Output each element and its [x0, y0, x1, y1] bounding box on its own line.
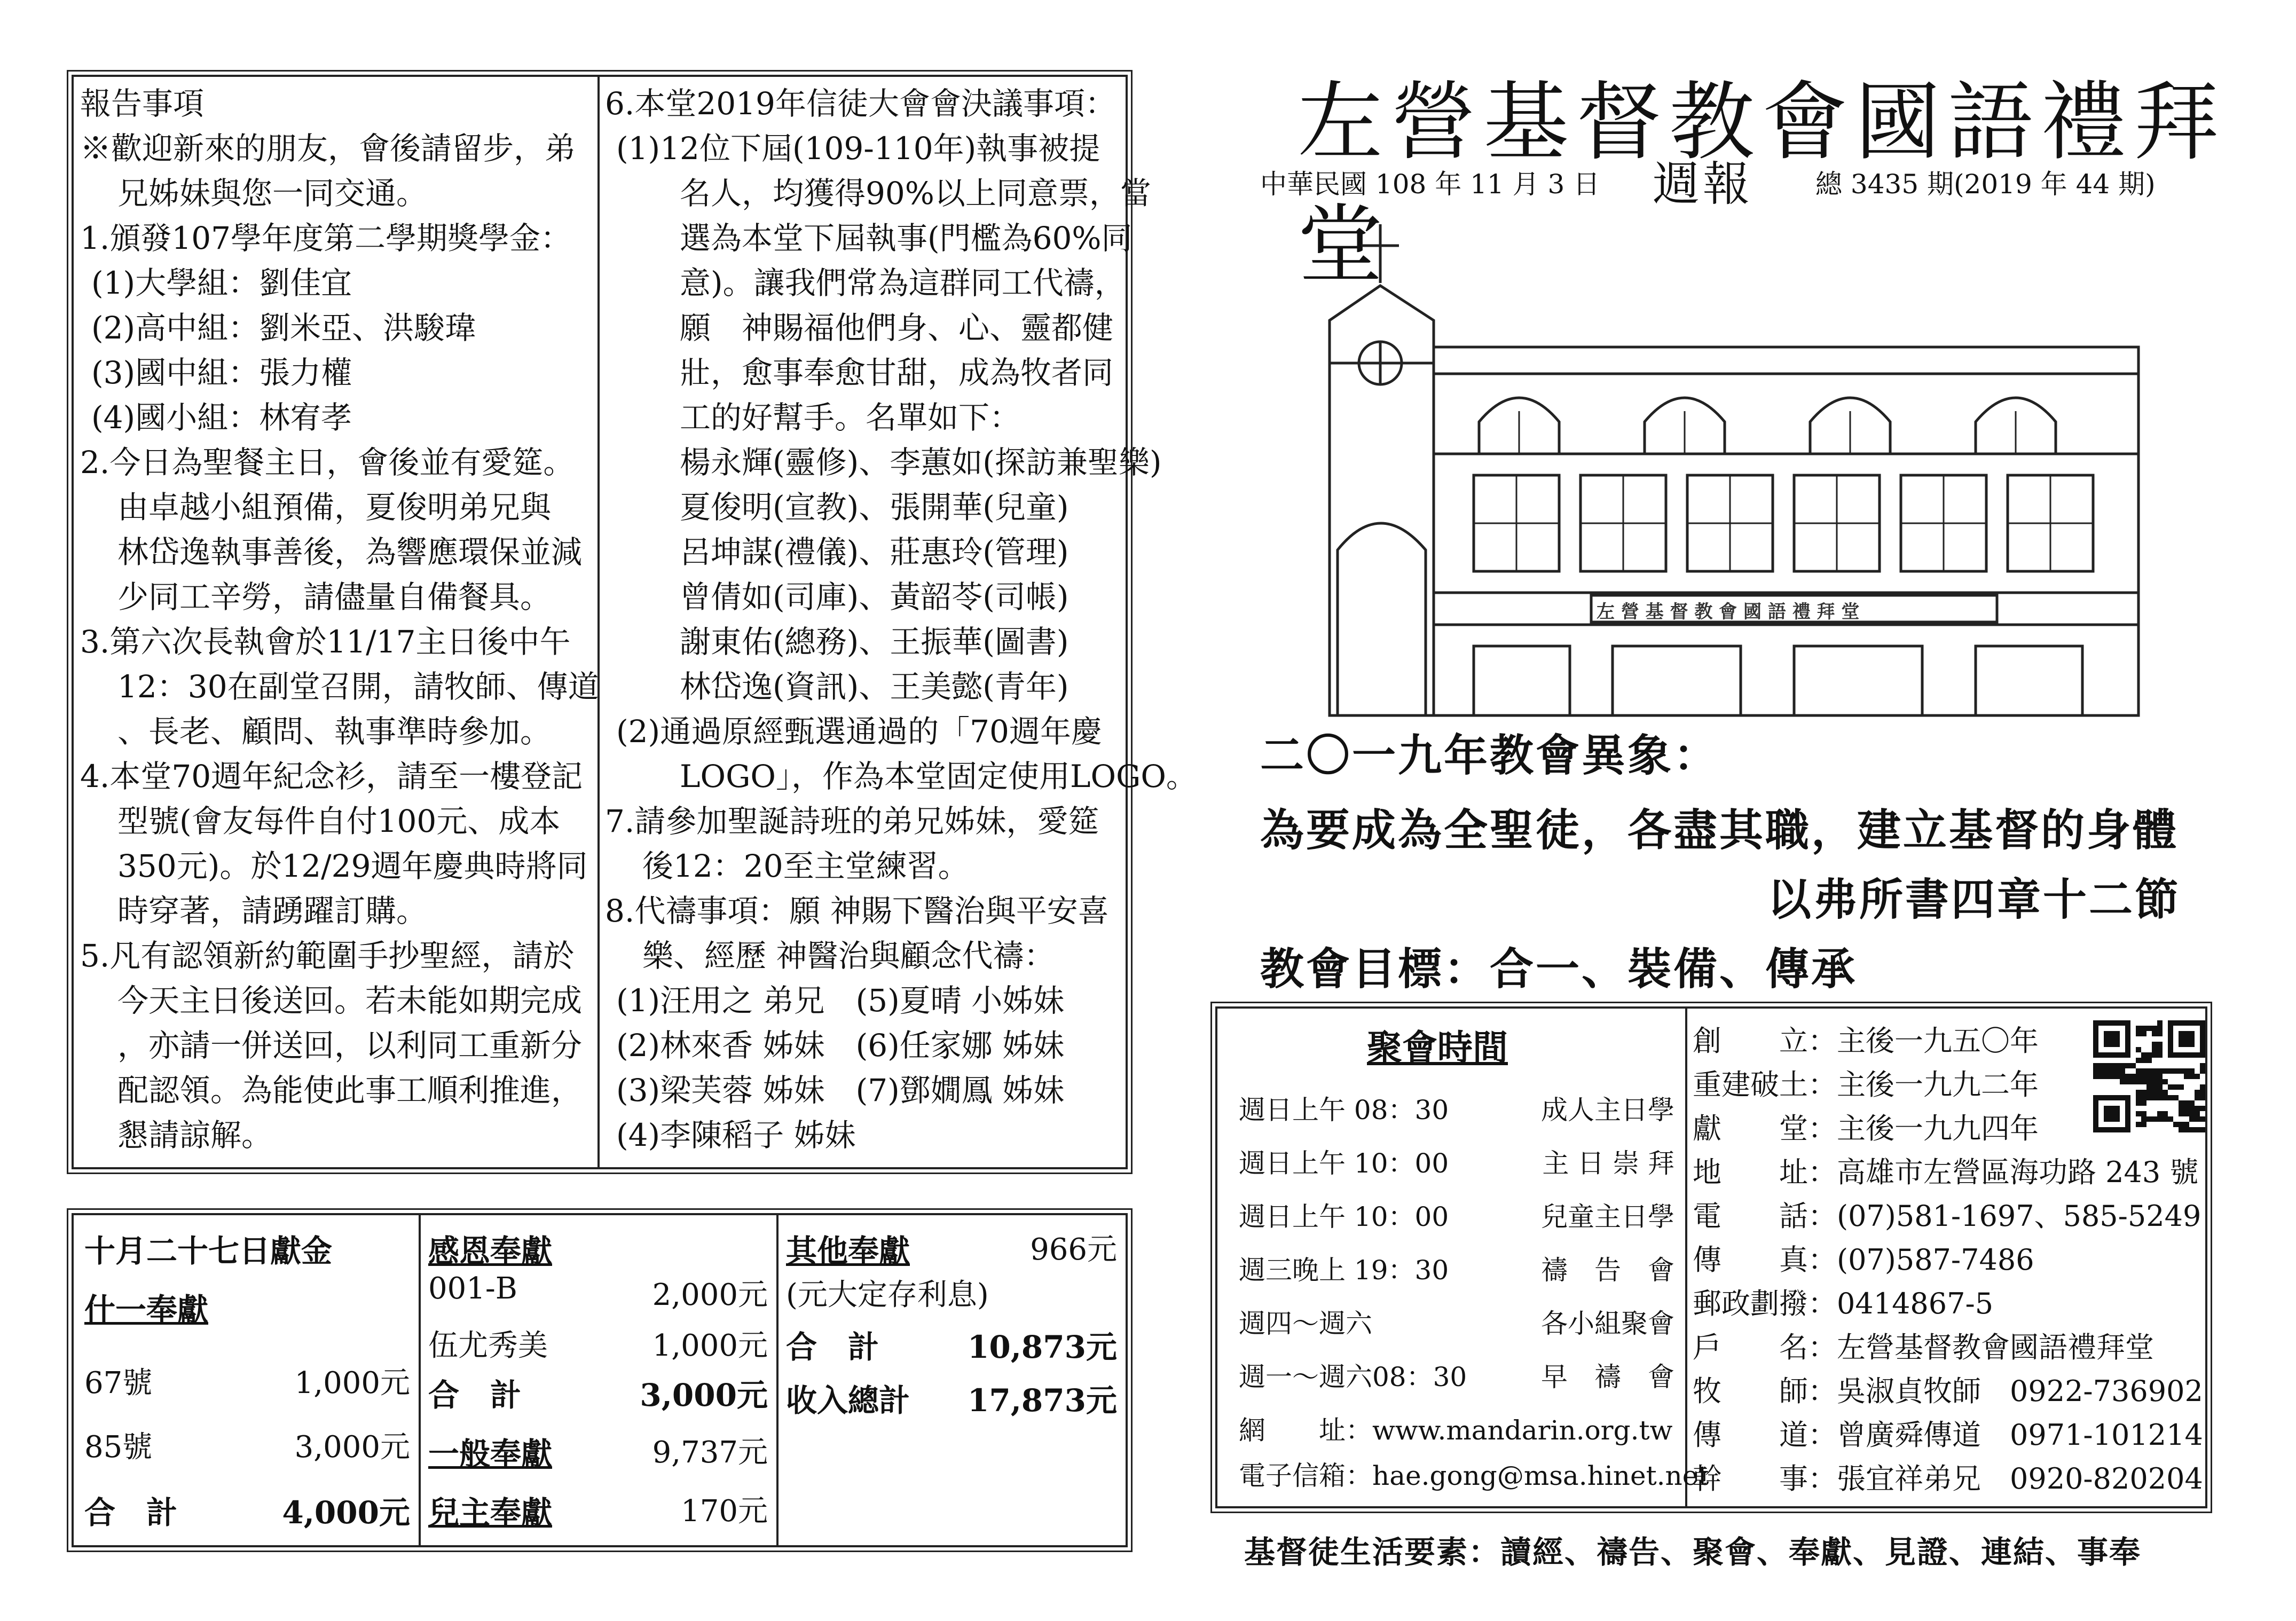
thanks-subtotal-label: 合 計: [428, 1377, 522, 1413]
church-info-line: 郵政劃撥：0414867-5: [1693, 1287, 1994, 1320]
church-info-line: 創 立：主後一九五〇年: [1693, 1024, 2039, 1058]
announcement-line: 5.凡有認領新約範圍手抄聖經，請於: [80, 938, 575, 974]
announcement-line: 後12：20至主堂練習。: [642, 848, 969, 884]
tithe-total-label: 合 計: [84, 1494, 178, 1531]
announcement-line: 林岱逸執事善後，為響應環保並減: [117, 534, 583, 570]
tithe-row-amount: 1,000元: [294, 1366, 410, 1400]
meeting-name: 早 禱 會: [1541, 1362, 1674, 1392]
christian-life-essentials: 基督徒生活要素：讀經、禱告、聚會、奉獻、見證、連結、事奉: [1244, 1534, 2142, 1570]
announcement-line: 林岱逸(資訊)、王美懿(青年): [680, 668, 1069, 705]
church-info-line: 戶 名：左營基督教會國語禮拜堂: [1693, 1331, 2154, 1364]
church-info-line: 牧 師：吳淑貞牧師 0922-736902: [1693, 1374, 2203, 1408]
income-label: 收入總計: [786, 1382, 910, 1419]
tithe-label: 什一奉獻: [84, 1292, 209, 1328]
meeting-time: 週日上午 10：00: [1239, 1148, 1449, 1179]
children-label: 兒主奉獻: [428, 1494, 553, 1531]
qr-code: [2093, 1020, 2205, 1132]
offering-title: 十月二十七日獻金: [84, 1233, 333, 1269]
announcement-line: 夏俊明(宣教)、張開華(兒童): [680, 489, 1069, 525]
tithe-row-amount: 3,000元: [294, 1430, 410, 1465]
announcement-line: 350元)。於12/29週年慶典時將同: [117, 848, 588, 884]
announcement-line: 4.本堂70週年紀念衫，請至一樓登記: [80, 758, 583, 794]
announcement-line: 7.請參加聖誕詩班的弟兄姊妹，愛筵: [605, 803, 1099, 839]
announcement-line: 報告事項: [80, 85, 205, 122]
announcement-line: 由卓越小組預備，夏俊明弟兄與: [117, 489, 552, 525]
other-subtotal: 10,873元: [968, 1329, 1117, 1365]
announcement-line: 今天主日後送回。若未能如期完成: [117, 982, 583, 1019]
church-info-line: 電 話：(07)581-1697、585-5249: [1693, 1199, 2201, 1233]
announcement-line: 意)。讓我們常為這群同工代禱，: [680, 265, 1126, 301]
vision-title: 二〇一九年教會異象：: [1260, 730, 1720, 781]
announcement-line: 兄姊妹與您一同交通。: [117, 175, 428, 211]
thanks-subtotal: 3,000元: [640, 1377, 768, 1413]
announcement-line: 選為本堂下屆執事(門檻為60%同: [680, 220, 1133, 256]
announcement-line: 懇請諒解。: [117, 1117, 273, 1153]
vision-line: 為要成為全聖徒，各盡其職，建立基督的身體: [1260, 805, 2179, 856]
thanks-label: 感恩奉獻: [428, 1233, 553, 1269]
tithe-row-label: 67號: [84, 1366, 153, 1400]
general-amount: 9,737元: [652, 1435, 768, 1470]
building-sign: 左 營 基 督 教 會 國 語 禮 拜 堂: [1597, 601, 1860, 623]
announcement-line: 少同工辛勞，請儘量自備餐具。: [117, 579, 552, 615]
meeting-time: 週日上午 10：00: [1239, 1201, 1449, 1232]
announcement-line: 樂、經歷 神醫治與顧念代禱：: [642, 938, 1055, 974]
church-info-line: 傳 道：曾廣舜傳道 0971-101214: [1693, 1418, 2203, 1452]
church-goal: 教會目標：合一、裝備、傳承: [1260, 943, 1858, 995]
meeting-name: 主 日 崇 拜: [1542, 1148, 1674, 1179]
announcement-line: LOGO」，作為本堂固定使用LOGO。: [680, 758, 1197, 794]
announcement-line: (4)李陳稻子 姊妹: [616, 1117, 856, 1153]
announcement-line: 6.本堂2019年信徒大會會決議事項：: [605, 85, 1116, 122]
meeting-name: 禱 告 會: [1541, 1255, 1674, 1286]
church-info-line: 獻 堂：主後一九九四年: [1693, 1112, 2039, 1145]
meeting-name: 各小組聚會: [1541, 1308, 1674, 1339]
church-title: 左營基督教會國語禮拜堂: [1298, 72, 2227, 295]
announcement-line: 時穿著，請踴躍訂購。: [117, 893, 428, 929]
thanks-row-amount: 1,000元: [652, 1328, 768, 1363]
email: 電子信箱：hae.gong@msa.hinet.net: [1239, 1460, 1709, 1491]
meeting-times-title: 聚會時間: [1367, 1027, 1508, 1068]
announcements-col-2: [600, 77, 1197, 1167]
tithe-total: 4,000元: [282, 1494, 410, 1531]
vision-reference: 以弗所書四章十二節: [1767, 874, 2181, 925]
announcement-line: 8.代禱事項：願 神賜下醫治與平安喜: [605, 893, 1109, 929]
announcement-line: (2)高中組：劉米亞、洪駿瑋: [91, 310, 476, 346]
meeting-times-col: [1217, 1009, 1709, 1506]
church-info-line: 重建破土：主後一九九二年: [1693, 1068, 2039, 1101]
announcement-line: 12：30在副堂召開，請牧師、傳道: [117, 668, 599, 705]
announcement-line: 楊永輝(靈修)、李蕙如(探訪兼聖樂): [680, 444, 1162, 481]
announcement-line: 工的好幫手。名單如下：: [680, 399, 1021, 436]
meeting-info-box: [1215, 1006, 2207, 1508]
meeting-name: 成人主日學: [1541, 1095, 1674, 1126]
church-building-illustration: [1314, 219, 2146, 721]
meeting-name: 兒童主日學: [1541, 1201, 1674, 1232]
general-label: 一般奉獻: [428, 1436, 553, 1472]
offering-col-3: [779, 1215, 1126, 1545]
announcement-line: 壯，愈事奉愈甘甜，成為牧者同: [680, 355, 1114, 391]
announcement-line: 2.今日為聖餐主日，會後並有愛筵。: [80, 444, 575, 481]
meeting-time: 週日上午 08：30: [1239, 1095, 1449, 1126]
other-subtotal-label: 合 計: [786, 1329, 879, 1365]
other-note: (元大定存利息): [786, 1278, 989, 1312]
thanks-row-label: 伍尤秀美: [428, 1328, 548, 1363]
announcement-line: (2)通過原經甄選通過的「70週年慶: [616, 713, 1102, 750]
announcement-line: 配認領。為能使此事工順利推進，: [117, 1072, 583, 1108]
announcement-line: (4)國小組：林宥孝: [91, 399, 352, 436]
thanks-row-amount: 2,000元: [652, 1278, 768, 1312]
announcement-line: 1.頒發107學年度第二學期獎學金：: [80, 220, 572, 256]
announcements-box: [72, 75, 1197, 1169]
church-info-line: 傳 真：(07)587-7486: [1693, 1243, 2034, 1277]
announcement-line: ※歡迎新來的朋友，會後請留步，弟: [80, 130, 576, 167]
announcement-line: 名人，均獲得90%以上同意票，當: [680, 175, 1151, 211]
announcement-line: (3)國中組：張力權: [91, 355, 352, 391]
announcement-line: 、長老、顧問、執事準時參加。: [117, 713, 552, 750]
announcement-line: (2)林來香 姊妹 (6)任家娜 姊妹: [616, 1027, 1065, 1064]
thanks-row-label: 001-B: [428, 1271, 517, 1306]
other-amount: 966元: [1030, 1232, 1117, 1267]
bulletin-issue: 總 3435 期(2019 年 44 期): [1815, 169, 2156, 200]
announcement-line: 型號(會友每件自付100元、成本: [117, 803, 561, 839]
offering-col-2: [421, 1215, 779, 1545]
income-total: 17,873元: [968, 1382, 1117, 1419]
announcement-line: (3)梁芙蓉 姊妹 (7)鄧嫺鳳 姊妹: [616, 1072, 1065, 1108]
tithe-row-label: 85號: [84, 1430, 153, 1465]
bulletin-date: 中華民國 108 年 11 月 3 日: [1260, 169, 1600, 200]
announcement-line: 呂坤謀(禮儀)、莊惠玲(管理): [680, 534, 1069, 570]
announcements-col-1: [74, 77, 600, 1167]
announcement-line: ，亦請一併送回，以利同工重新分: [117, 1027, 583, 1064]
announcement-line: 願 神賜福他們身、心、靈都健: [680, 310, 1114, 346]
announcement-line: 曾倩如(司庫)、黃韶苓(司帳): [680, 579, 1069, 615]
other-label: 其他奉獻: [786, 1233, 910, 1269]
announcement-line: 謝東佑(總務)、王振華(圖書): [680, 624, 1069, 660]
meeting-time: 週一～週六08：30: [1239, 1362, 1467, 1392]
children-amount: 170元: [681, 1494, 768, 1529]
offering-col-1: [74, 1215, 421, 1545]
announcement-line: (1)12位下屆(109-110年)執事被提: [616, 130, 1100, 167]
bulletin-label: 週報: [1653, 156, 1754, 211]
church-info-col: [1687, 1009, 2205, 1506]
meeting-time: 週四～週六: [1239, 1308, 1372, 1339]
meeting-time: 週三晚上 19：30: [1239, 1255, 1449, 1286]
website: 網 址：www.mandarin.org.tw: [1239, 1415, 1673, 1446]
announcement-line: 3.第六次長執會於11/17主日後中午: [80, 624, 571, 660]
announcement-line: (1)汪用之 弟兄 (5)夏晴 小姊妹: [616, 982, 1065, 1019]
church-info-line: 地 址：高雄市左營區海功路 243 號: [1693, 1155, 2199, 1189]
church-info-line: 幹 事：張宜祥弟兄 0920-820204: [1693, 1462, 2203, 1496]
offering-box: [72, 1213, 1128, 1547]
announcement-line: (1)大學組：劉佳宜: [91, 265, 352, 301]
